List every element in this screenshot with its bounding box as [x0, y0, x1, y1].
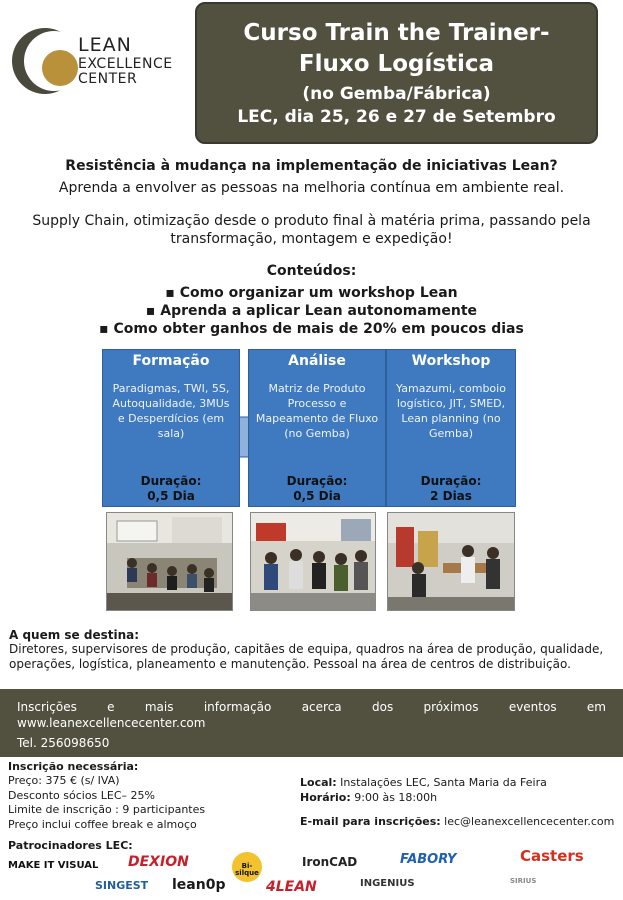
- step-title: Formação: [132, 353, 210, 369]
- phone-number: Tel. 256098650: [17, 736, 110, 750]
- sponsor-casters: Casters: [520, 847, 584, 865]
- intro-subtitle: Aprenda a envolver as pessoas na melhoria contínua em ambiente real.: [58, 180, 565, 196]
- step-duration-label: Duração:: [140, 474, 202, 488]
- contents-item: ▪ Como obter ganhos de mais de 20% em poucos dias: [99, 321, 524, 337]
- sponsor-bi-silque: Bi-silque: [232, 852, 262, 882]
- logo-gold-dot: [42, 50, 78, 86]
- step-body: Paradigmas, TWI, 5S, Autoqualidade, 3MUs e Desperdícios (em sala): [112, 382, 230, 440]
- step-duration-label: Duração:: [286, 474, 348, 488]
- step-workshop: [386, 349, 516, 507]
- step-title: Workshop: [411, 353, 491, 369]
- intro-question: Resistência à mudança na implementação de iniciativas Lean?: [65, 158, 558, 174]
- sponsor-dexion: DEXION: [128, 854, 189, 870]
- title-line2: Fluxo Logística: [298, 51, 495, 77]
- registration-list: [8, 774, 205, 832]
- info-word: informação: [203, 700, 272, 714]
- hours-value: 9:00 às 18:00h: [350, 791, 438, 804]
- course-steps: [102, 349, 516, 507]
- sponsor-ironcad: IronCAD: [302, 855, 358, 869]
- step-analise: [248, 349, 386, 507]
- info-word: Inscrições: [17, 700, 77, 714]
- info-word: e: [107, 700, 115, 714]
- step-title: Análise: [288, 353, 346, 369]
- step-duration-value: 2 Dias: [430, 489, 472, 503]
- info-word: dos: [371, 700, 394, 714]
- step-formacao: [102, 349, 240, 507]
- intro-paragraph: Supply Chain, otimização desde o produto final à matéria prima, passando pela transformação, montagem e expedição!: [32, 213, 591, 247]
- registration-item: Desconto sócios LEC– 25%: [8, 788, 155, 802]
- step-duration-value: 0,5 Dia: [293, 489, 341, 503]
- info-word: mais: [144, 700, 174, 714]
- local-value: Instalações LEC, Santa Maria da Feira: [336, 776, 547, 789]
- sponsor-fabory: FABORY: [400, 852, 457, 867]
- local-label: Local:: [300, 776, 337, 789]
- registration-item: Preço inclui coffee break e almoço: [8, 817, 197, 831]
- step-body: Yamazumi, comboio logístico, JIT, SMED, Lean planning (no Gemba): [396, 382, 506, 440]
- course-title-box: [195, 2, 598, 144]
- hours-label: Horário:: [300, 791, 351, 804]
- logo-line2: EXCELLENCE: [78, 56, 173, 72]
- email-value[interactable]: lec@leanexcellencecenter.com: [440, 815, 615, 828]
- contents-item: ▪ Como organizar um workshop Lean: [165, 285, 458, 301]
- info-word: acerca: [301, 700, 342, 714]
- title-line1: Curso Train the Trainer-: [243, 20, 550, 46]
- info-line1: [17, 700, 606, 714]
- sponsor-sirius: SIRIUS: [510, 877, 537, 885]
- email-info: [300, 815, 614, 828]
- sponsor-4lean: 4LEAN: [266, 879, 317, 895]
- step-duration-label: Duração:: [420, 474, 482, 488]
- contents-title: Conteúdos:: [266, 263, 357, 279]
- registration-item: Preço: 375 € (s/ IVA): [8, 774, 120, 787]
- lec-logo: [12, 26, 197, 98]
- email-label: E-mail para inscrições:: [300, 815, 441, 828]
- audience-body: Diretores, supervisores de produção, capitães de equipa, quadros na área de produção, qualidade, operações, logística, planeamento e manutenção. Pessoal na área de centros de distribuição.: [9, 642, 604, 671]
- gemba-analysis-photo: [250, 512, 376, 611]
- website-link[interactable]: www.leanexcellencecenter.com: [17, 716, 206, 730]
- step-body: Matriz de Produto Processo e Mapeamento de Fluxo (no Gemba): [255, 382, 379, 440]
- sponsor-make-it-visual: MAKE IT VISUAL: [8, 860, 99, 871]
- logo-line1: LEAN: [78, 34, 132, 56]
- sponsor-ingenius: INGENIUS: [360, 878, 415, 889]
- info-word: próximos: [423, 700, 479, 714]
- registration-item: Limite de inscrição : 9 participantes: [8, 803, 206, 816]
- contents-item: ▪ Aprenda a aplicar Lean autonomamente: [145, 303, 478, 319]
- title-line3: (no Gemba/Fábrica): [302, 84, 491, 104]
- title-line4: LEC, dia 25, 26 e 27 de Setembro: [237, 107, 556, 127]
- contents-list: [0, 284, 623, 338]
- info-word: em: [586, 700, 606, 714]
- step-duration-value: 0,5 Dia: [147, 489, 195, 503]
- training-room-photo: [106, 512, 233, 611]
- audience-title: A quem se destina:: [9, 628, 140, 642]
- location-info: [300, 775, 547, 805]
- sponsors-title: Patrocinadores LEC:: [8, 839, 133, 852]
- info-band: [0, 689, 623, 757]
- registration-title: Inscrição necessária:: [8, 760, 139, 773]
- logo-line3: CENTER: [78, 71, 138, 87]
- sponsor-singest: SINGEST: [95, 879, 149, 892]
- info-word: eventos: [508, 700, 557, 714]
- workshop-photo: [387, 512, 515, 611]
- sponsor-leanop: lean0p: [172, 877, 226, 893]
